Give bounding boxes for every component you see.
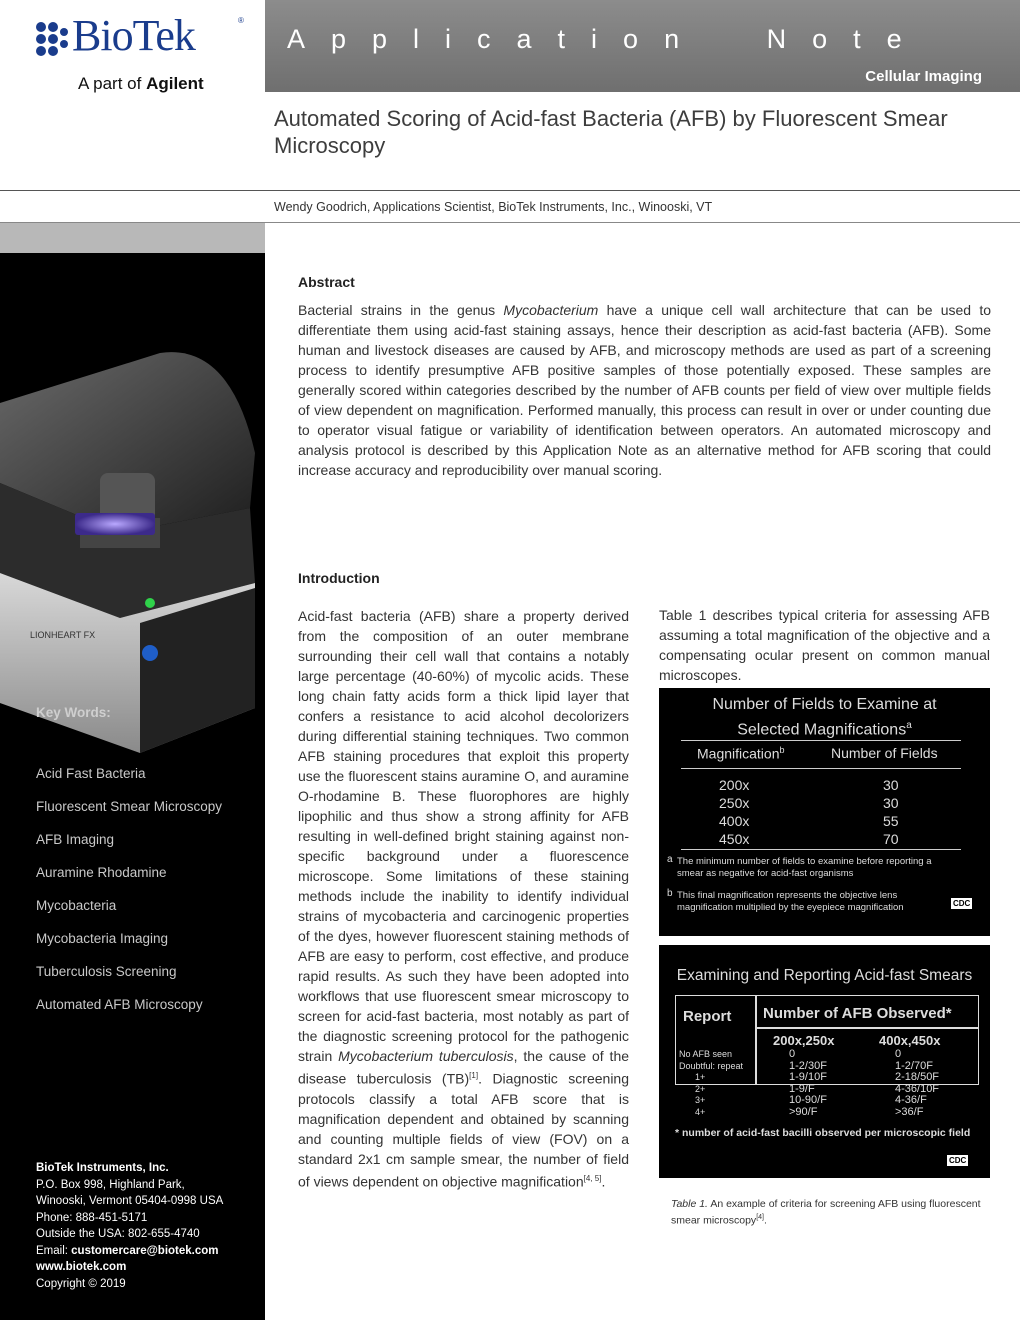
header-divider — [0, 190, 1020, 191]
logo-dots-icon — [36, 22, 70, 56]
contact-outside: Outside the USA: 802-655-4740 — [36, 1228, 200, 1240]
contact-block — [36, 1160, 223, 1292]
fields-col-number: Number of Fields — [831, 745, 938, 761]
cdc-badge: CDC — [949, 1156, 967, 1165]
contact-address1: P.O. Box 998, Highland Park, — [36, 1178, 185, 1191]
keyword-item: Tuberculosis Screening — [36, 964, 177, 979]
keywords-title: Key Words: — [36, 705, 111, 720]
contact-email-line: Email: customercare@biotek.com — [36, 1244, 219, 1257]
sidebar-top-band — [0, 223, 265, 253]
smears-table-image — [659, 945, 990, 1178]
smears-footnote: * number of acid-fast bacilli observed per microscopic field — [675, 1127, 971, 1139]
fields-note-b: This final magnification represents the objective lens magnification multiplied by the eyepiece magnification — [677, 890, 904, 913]
introduction-left-text: Acid-fast bacteria (AFB) share a property derived from the composition of an outer membrane surrounding their cell wall that contains a notably large percentage (40-60%) of mycolic acids. These long chain fatty acids form a thick lipid layer that confers a resistance to acid alcohol decolorizers during differential staining techniques. Two common AFB staining procedures that exploit this property use the fluorescent stains auramine O, and auramine O-rhodamine B. These fluorophores are highly lipophilic and thus show a strong affinity for AFB resulting in well-defined bright staining against non-specific background under a fluorescence microscope. Some limitations of these staining methods include the inability to identify individual strains of mycobacteria and carcinogenic properties of the dyes, however fluorescent staining methods of AFB are easy to perform, cost effective, and produce rapid results. As such they have been adopted into workflows that use fluorescent smear microscopy to screen for acid-fast bacteria, most notably as part of the diagnostic screening protocol for the pathogenic strain Mycobacterium tuberculosis, the cause of the disease tuberculosis (TB)[1]. Diagnostic screening protocols classify a total AFB score that is magnification dependent and obtained by scanning and counting multiple fields of view (FOV) on a standard 2x1 cm sample smear, the number of field of views dependent on objective magnification[4, 5]. — [298, 608, 630, 1190]
logo-wordmark: BioTek — [72, 11, 195, 60]
contact-website-link[interactable]: www.biotek.com — [36, 1261, 127, 1273]
abstract-heading: Abstract — [298, 274, 355, 290]
contact-email-link[interactable]: customercare@biotek.com — [71, 1244, 219, 1257]
instrument-label: LIONHEART FX — [30, 630, 96, 640]
banner-category: Cellular Imaging — [865, 68, 982, 85]
contact-phone: Phone: 888-451-5171 — [36, 1211, 148, 1224]
fields-magnification-column: 200x 250x 400x 450x — [719, 777, 750, 847]
keyword-item: Mycobacteria Imaging — [36, 931, 169, 946]
biotek-logo — [36, 11, 256, 104]
smears-sub-low: 200x,250x — [773, 1033, 835, 1048]
keyword-item: Fluorescent Smear Microscopy — [36, 799, 223, 814]
smears-high-mag-column: 0 1-2/70F 2-18/50F 4-36/10F 4-36/F >36/F — [895, 1048, 940, 1118]
keyword-item: Mycobacteria — [36, 898, 117, 913]
fields-table-image: Number of Fields to Examine at Selected Magnifications$^a$ Magnification$^b$ Number of Fields 200x 250x 400x 450x 30 30 55 70 a The minimum number of fields to examine before reporting a smear as negative for acid-fast organisms b This final magnification represents the objective lens magnification multiplied by the eyepiece magnification CDC — [659, 688, 990, 936]
fields-note-a: The minimum number of fields to examine before reporting a smear as negative for acid-fast organisms — [677, 856, 932, 879]
introduction-heading: Introduction — [298, 570, 380, 586]
keyword-item: Automated AFB Microscopy — [36, 997, 203, 1012]
keyword-item: Auramine Rhodamine — [36, 865, 167, 880]
smears-col-afb: Number of AFB Observed* — [763, 1005, 952, 1022]
author-line: Wendy Goodrich, Applications Scientist, BioTek Instruments, Inc., Winooski, VT — [274, 200, 713, 214]
document-title: Automated Scoring of Acid-fast Bacteria (AFB) by Fluorescent Smear Microscopy — [274, 106, 948, 158]
smears-col-report: Report — [683, 1008, 732, 1025]
fields-col-magnification: Magnification$^b$ — [697, 745, 785, 762]
keyword-item: AFB Imaging — [36, 832, 115, 847]
smears-table-title: Examining and Reporting Acid-fast Smears — [676, 967, 973, 984]
smears-low-mag-column: 0 1-2/30F 1-9/10F 1-9/F 10-90/F >90/F — [789, 1048, 827, 1118]
introduction-right-text: Table 1 describes typical criteria for assessing AFB assuming a total magnification of the objective and a compensating ocular present on common manual microscopes. — [659, 607, 990, 683]
cdc-badge: CDC — [953, 899, 971, 908]
fields-table-title: Number of Fields to Examine at Selected Magnifications$^a$ — [712, 696, 937, 739]
smears-report-column: No AFB seen Doubtful: repeat 1+ 2+ 3+ 4+ — [679, 1049, 744, 1117]
agilent-tagline: A part of Agilent — [78, 74, 204, 93]
contact-company: BioTek Instruments, Inc. — [36, 1162, 169, 1174]
table-caption: Table 1. An example of criteria for screening AFB using fluorescent smear microscopy[4]. — [671, 1198, 981, 1227]
contact-address2: Winooski, Vermont 05404-0998 USA — [36, 1195, 224, 1207]
keyword-item: Acid Fast Bacteria — [36, 766, 146, 781]
header-banner — [265, 0, 1020, 92]
fields-count-column: 30 30 55 70 — [883, 777, 899, 847]
abstract-text: Bacterial strains in the genus Mycobacterium have a unique cell wall architecture that can be used to differentiate them using acid-fast staining assays, hence their description as acid-fast bacteria (AFB). Some human and livestock diseases are caused by AFB, and microscopy methods are used as part of a screening process to identify presumptive AFB positive samples of those potentially exposed. These samples are generally scored within categories described by the number of AFB counts per field of view over multiple fields of view dependent on magnification. Performed manually, this process can result in over or under counting due to operator visual fatigue or variability of identification between operators. An automated microscopy and analysis protocol is described by this Application Note as an alternative method for AFB scoring that could increase accuracy and reproducibility over manual scoring. — [298, 302, 991, 478]
smears-sub-high: 400x,450x — [879, 1033, 941, 1048]
registered-mark: ® — [238, 16, 244, 25]
instrument-image — [0, 333, 265, 793]
contact-copyright: Copyright © 2019 — [36, 1277, 126, 1290]
banner-title: Application Note — [287, 24, 928, 54]
